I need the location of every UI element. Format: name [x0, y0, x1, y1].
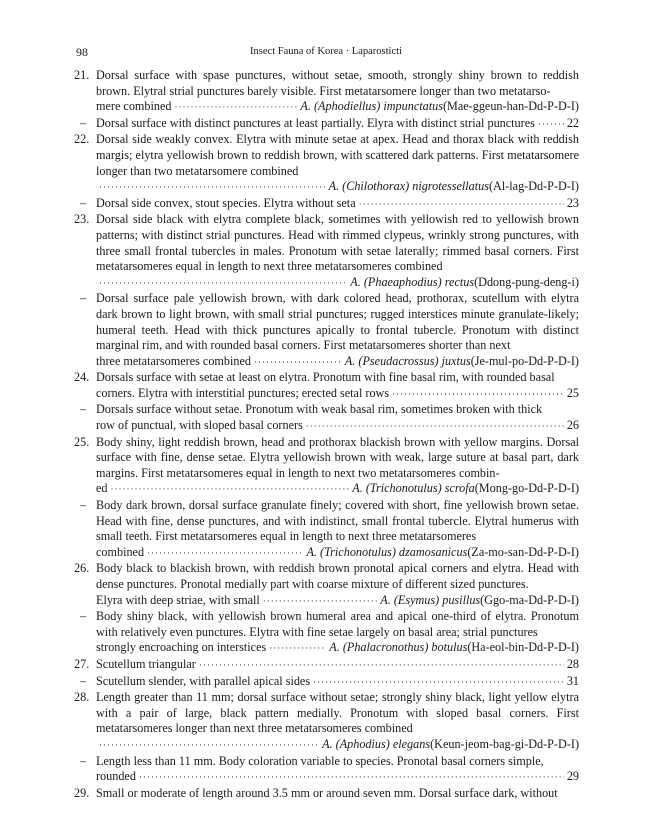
- leader-dots: [313, 675, 564, 691]
- leader-dots: [359, 197, 564, 213]
- key-entry: [76, 561, 579, 609]
- identification-key: [76, 68, 579, 801]
- couplet-number-ref: 31: [566, 673, 579, 688]
- couplet-marker: –: [79, 291, 87, 306]
- leader-dots: [139, 770, 564, 786]
- taxon-genus: A. (: [352, 481, 370, 496]
- couplet-text: Body dark brown, dorsal surface granulate finely; covered with short, fine yellowish brown setae. Head with fine, dense punctures, and with indistinct, small frontal tubercle. Elytral humerus with small teeth. First metatarsomeres equal in length to next three metatarsomeres: [96, 498, 579, 544]
- couplet-marker: 24.: [74, 370, 90, 385]
- korean-name: (Je-mul-po-Dd-P-D-I): [470, 353, 579, 368]
- leader-line: [96, 737, 579, 754]
- taxon-subgenus: Pseudacrossus: [362, 353, 435, 368]
- korean-name: (Mong-go-Dd-P-D-I): [474, 481, 579, 496]
- leader-text: rounded: [96, 769, 136, 784]
- leader-line: [96, 275, 579, 292]
- leader-line: [96, 769, 579, 786]
- taxon-subgenus: Chilothorax: [346, 179, 406, 194]
- leader-dots: [174, 100, 297, 116]
- couplet-text: Dorsals surface without setae. Pronotum with weak basal rim, sometimes broken with thick: [96, 402, 543, 417]
- key-entry: [76, 212, 579, 291]
- leader-dots: [99, 738, 319, 754]
- leader-line: [96, 674, 579, 691]
- key-entry: [76, 657, 579, 674]
- couplet-reference: [567, 418, 579, 434]
- leader-text: Elyra with deep striae, with small: [96, 592, 260, 607]
- leader-text: mere combined: [96, 99, 172, 114]
- couplet-text: Dorsal side weakly convex. Elytra with minute setae at apex. Head and thorax black with reddish margis; elytra yellowish brown to reddish brown, with scattered dark patterns. First metatarsomere longer than two metatarsomere combined: [96, 132, 579, 178]
- key-entry: [76, 690, 579, 753]
- couplet-number-ref: 28: [566, 656, 579, 671]
- korean-name: (Ddong-pung-deng-i): [474, 274, 579, 289]
- key-entry: [76, 291, 579, 370]
- key-entry: [76, 132, 579, 195]
- korean-name: (Mae-ggeun-han-Dd-P-D-I): [442, 99, 579, 114]
- couplet-text: Small or moderate of length around 3.5 mm or around seven mm. Dorsal surface dark, without: [96, 785, 558, 800]
- leader-line: [96, 418, 579, 435]
- key-entry: [76, 116, 579, 133]
- taxon-subgenus: Phalacronothus: [346, 640, 425, 655]
- korean-name: (Ha-eol-bin-Dd-P-D-I): [467, 640, 579, 655]
- leader-dots: [392, 387, 564, 403]
- running-header: [76, 45, 576, 61]
- couplet-marker: –: [79, 673, 87, 688]
- couplet-text: Body shiny, light reddish brown, head and prothorax blackish brown with yellow margins. Dorsal surface with fine, dense setae. Elytra yellowish brown with weak, large suture at basal part, dark margins. First metatarsomeres equal in length to next two metatarsomeres combin-: [96, 434, 579, 480]
- couplet-marker: –: [79, 498, 87, 513]
- couplet-text: Dorsal surface with spase punctures, without setae, smooth, strongly shiny brown to reddish brown. Elytral strial punctures barely visible. First metatarsomere longer than two metatarso-: [96, 68, 579, 98]
- leader-text: Dorsal surface with distinct punctures at least partially. Elyra with distinct strial punctures: [96, 115, 535, 130]
- korean-name: (Za-mo-san-Dd-P-D-I): [467, 544, 579, 559]
- taxon-name: [380, 593, 579, 609]
- couplet-reference: [567, 674, 579, 690]
- taxon-name: [345, 354, 579, 370]
- taxon-genus: A. (: [328, 179, 347, 194]
- taxon-species: ) dzamosanicus: [391, 544, 468, 559]
- couplet-marker: –: [79, 753, 87, 768]
- couplet-marker: 21.: [74, 68, 90, 82]
- taxon-species: ) impunctatus: [376, 99, 443, 114]
- couplet-marker: –: [79, 402, 87, 417]
- leader-line: [96, 354, 579, 371]
- taxon-name: [306, 545, 579, 561]
- korean-name: (Al-lag-Dd-P-D-I): [488, 179, 579, 194]
- taxon-species: ) nigrotessellatus: [405, 179, 489, 194]
- taxon-subgenus: Aphodius: [339, 736, 386, 751]
- key-entry: [76, 196, 579, 213]
- couplet-text: Body black to blackish brown, with reddish brown pronotal apical corners and elytra. Head with dense punctures. Pronotal medially part with coarse mixture of different sized punctures.: [96, 561, 579, 591]
- leader-line: [96, 179, 579, 196]
- leader-line: [96, 196, 579, 213]
- couplet-marker: –: [79, 195, 87, 210]
- taxon-species: ) elegans: [385, 736, 431, 751]
- couplet-number-ref: 25: [566, 385, 579, 400]
- running-title: Insect Fauna of Korea · Laparosticti: [250, 46, 402, 57]
- leader-dots: [306, 419, 564, 435]
- leader-dots: [538, 117, 564, 133]
- leader-line: [96, 657, 579, 674]
- taxon-subgenus: Esymus: [397, 592, 436, 607]
- taxon-genus: A. (: [350, 274, 368, 289]
- leader-line: [96, 386, 579, 403]
- key-entry: [76, 68, 579, 116]
- couplet-text: Body shiny black, with yellowish brown humeral area and apical one-third of elytra. Pronotum with relatively even punctures. Elytra with fine setae largely on basal area; strial punctures: [96, 609, 579, 639]
- leader-line: [96, 99, 579, 116]
- taxon-subgenus: Trichonotulus: [369, 481, 438, 496]
- couplet-marker: 26.: [74, 561, 90, 576]
- couplet-reference: [567, 769, 579, 785]
- couplet-text: Length greater than 11 mm; dorsal surface without setae; strongly shiny black, light yellow elytra with a pair of large, black pattern medially. Pronotum with sloped basal corners. First metatarsomeres longer than next three metatarsomeres combined: [96, 690, 579, 736]
- taxon-genus: A. (: [344, 353, 363, 368]
- leader-text: ed: [96, 481, 108, 496]
- taxon-name: [322, 737, 579, 753]
- taxon-subgenus: Trichonotulus: [324, 544, 392, 559]
- leader-text: Scutellum triangular: [96, 656, 196, 671]
- couplet-number-ref: 29: [566, 769, 579, 784]
- key-entry: [76, 498, 579, 561]
- taxon-name: [350, 275, 579, 291]
- taxon-name: [329, 640, 579, 656]
- couplet-text: Dorsal side black with elytra complete black, sometimes with yellowish red to yellowish brown patterns; with distinct strial punctures. Head with rimmed clypeus, wrinkly strong punctures, with three small frontal tubercles in males. Pronotum with setae laterally; rimmed basal corners. First metatarsomeres equal in length to next three metatarsomeres combined: [96, 212, 579, 274]
- taxon-species: ) rectus: [437, 274, 475, 289]
- korean-name: (Ggo-ma-Dd-P-D-I): [480, 592, 579, 607]
- leader-line: [96, 593, 579, 610]
- couplet-marker: –: [79, 609, 87, 624]
- couplet-marker: 29.: [74, 785, 90, 800]
- leader-dots: [147, 546, 303, 562]
- couplet-reference: [567, 196, 579, 212]
- couplet-marker: 25.: [74, 434, 90, 449]
- key-entry: [76, 609, 579, 657]
- key-entry: [76, 370, 579, 402]
- leader-dots: [99, 180, 326, 196]
- couplet-number-ref: 23: [566, 195, 579, 210]
- couplet-number-ref: 22: [566, 115, 579, 130]
- leader-text: Scutellum slender, with parallel apical sides: [96, 673, 311, 688]
- taxon-name: [352, 481, 579, 497]
- leader-text: Dorsal side convex, stout species. Elytra without seta: [96, 195, 356, 210]
- taxon-name: [300, 99, 579, 115]
- leader-text: row of punctual, with sloped basal corners: [96, 418, 303, 433]
- couplet-marker: 23.: [74, 212, 90, 227]
- leader-line: [96, 481, 579, 498]
- key-entry: [76, 674, 579, 691]
- couplet-reference: [567, 116, 579, 132]
- couplet-reference: [567, 386, 579, 402]
- leader-line: [96, 545, 579, 562]
- couplet-number-ref: 26: [566, 418, 579, 433]
- couplet-marker: 22.: [74, 132, 90, 147]
- taxon-species: ) pusillus: [435, 592, 481, 607]
- taxon-genus: A. (: [306, 544, 325, 559]
- leader-dots: [263, 594, 377, 610]
- leader-dots: [254, 355, 342, 371]
- leader-line: [96, 116, 579, 133]
- leader-dots: [269, 641, 326, 657]
- leader-text: combined: [96, 544, 145, 559]
- taxon-species: ) juxtus: [434, 353, 471, 368]
- leader-text: strongly encroaching on interstices: [96, 640, 267, 655]
- taxon-genus: A. (: [329, 640, 347, 655]
- key-entry: [76, 435, 579, 498]
- korean-name: (Keun-jeom-bag-gi-Dd-P-D-I): [430, 736, 579, 751]
- leader-line: [96, 640, 579, 657]
- couplet-text: Length less than 11 mm. Body coloration variable to species. Pronotal basal corners simple,: [96, 753, 544, 768]
- taxon-subgenus: Phaeaphodius: [367, 274, 438, 289]
- leader-dots: [99, 276, 347, 292]
- taxon-genus: A. (: [380, 592, 398, 607]
- couplet-reference: [567, 657, 579, 673]
- leader-text: corners. Elytra with interstitial punctures; erected setal rows: [96, 385, 390, 400]
- taxon-species: ) scrofa: [437, 481, 475, 496]
- taxon-subgenus: Aphodiellus: [318, 99, 377, 114]
- couplet-marker: –: [79, 115, 87, 130]
- taxon-genus: A. (: [300, 99, 319, 114]
- couplet-text: Dorsals surface with setae at least on elytra. Pronotum with fine basal rim, with rounded basal: [96, 370, 555, 385]
- key-entry: [76, 402, 579, 434]
- leader-dots: [199, 658, 564, 674]
- couplet-marker: 28.: [74, 690, 90, 705]
- page-number: 98: [76, 45, 88, 59]
- key-entry: [76, 754, 579, 786]
- taxon-species: ) botulus: [424, 640, 468, 655]
- taxon-genus: A. (: [322, 736, 340, 751]
- leader-text: three metatarsomeres combined: [96, 353, 251, 368]
- taxon-name: [329, 179, 579, 195]
- couplet-marker: 27.: [74, 656, 90, 671]
- couplet-text: Dorsal surface pale yellowish brown, with dark colored head, prothorax, scutellum with elytra dark brown to light brown, with small strial punctures; rugged interstices minute granulate-likely; humeral teeth. Head with thick punctures apically to frontal tubercle. Pronotum with distinct marginal rim, and with rounded basal corners. First metatarsomeres shorter than next: [96, 291, 579, 353]
- key-entry: [76, 786, 579, 802]
- leader-dots: [111, 482, 350, 498]
